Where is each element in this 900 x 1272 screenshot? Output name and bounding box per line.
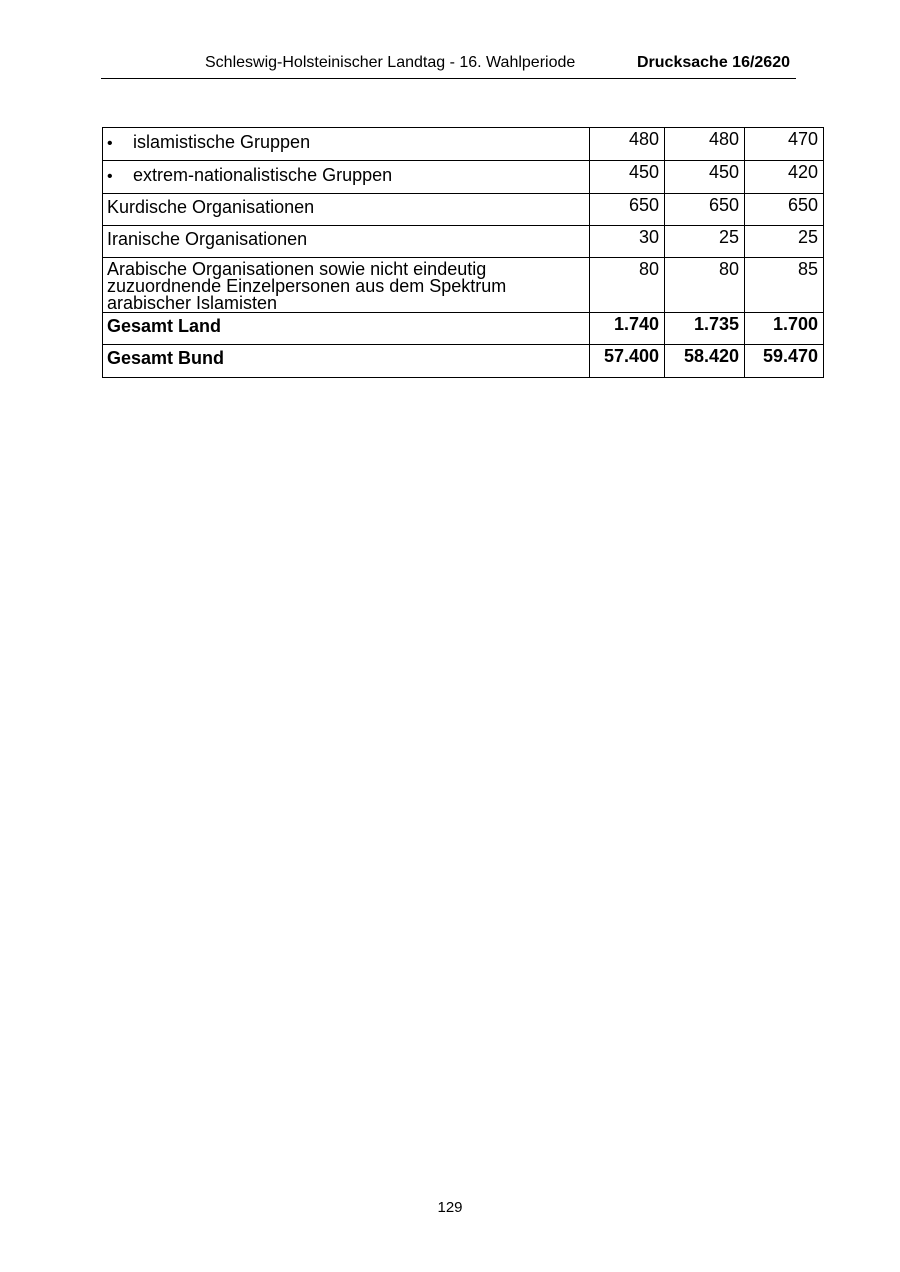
value-cell: 57.400 <box>590 345 665 378</box>
table-row <box>103 226 824 258</box>
table-row <box>103 161 824 194</box>
value-cell: 30 <box>590 226 665 258</box>
row-label <box>103 128 590 161</box>
value-cell: 420 <box>745 161 824 194</box>
table-row-total-land <box>103 313 824 345</box>
row-label: Kurdische Organisationen <box>103 194 590 226</box>
table-row-total-bund <box>103 345 824 378</box>
table-row <box>103 128 824 161</box>
row-label <box>103 161 590 194</box>
row-label: Gesamt Land <box>103 313 590 345</box>
value-cell: 58.420 <box>665 345 745 378</box>
value-cell: 1.700 <box>745 313 824 345</box>
statistics-table <box>102 127 824 378</box>
value-cell: 85 <box>745 258 824 313</box>
value-cell: 25 <box>665 226 745 258</box>
row-label: Gesamt Bund <box>103 345 590 378</box>
value-cell: 25 <box>745 226 824 258</box>
value-cell: 450 <box>590 161 665 194</box>
value-cell: 59.470 <box>745 345 824 378</box>
row-label-line: zuzuordnende Einzelpersonen aus dem Spektrum <box>107 276 507 296</box>
value-cell: 650 <box>745 194 824 226</box>
value-cell: 470 <box>745 128 824 161</box>
value-cell: 80 <box>590 258 665 313</box>
value-cell: 1.740 <box>590 313 665 345</box>
row-label-line: Arabische Organisationen sowie nicht eindeutig <box>107 259 487 279</box>
page-header <box>101 52 796 79</box>
bullet-icon: • <box>107 168 113 185</box>
page-number: 129 <box>437 1199 463 1216</box>
value-cell: 80 <box>665 258 745 313</box>
row-label-text: extrem-nationalistische Gruppen <box>133 165 393 185</box>
table-row <box>103 258 824 313</box>
bullet-icon: • <box>107 135 113 152</box>
document-number: Drucksache 16/2620 <box>637 54 790 71</box>
value-cell: 650 <box>665 194 745 226</box>
table-row <box>103 194 824 226</box>
row-label <box>103 258 590 313</box>
document-title: Schleswig-Holsteinischer Landtag - 16. Wahlperiode <box>205 54 576 71</box>
row-label-line: arabischer Islamisten <box>107 293 278 313</box>
row-label-text: islamistische Gruppen <box>133 132 311 152</box>
row-label: Iranische Organisationen <box>103 226 590 258</box>
value-cell: 650 <box>590 194 665 226</box>
value-cell: 480 <box>665 128 745 161</box>
value-cell: 480 <box>590 128 665 161</box>
value-cell: 450 <box>665 161 745 194</box>
value-cell: 1.735 <box>665 313 745 345</box>
